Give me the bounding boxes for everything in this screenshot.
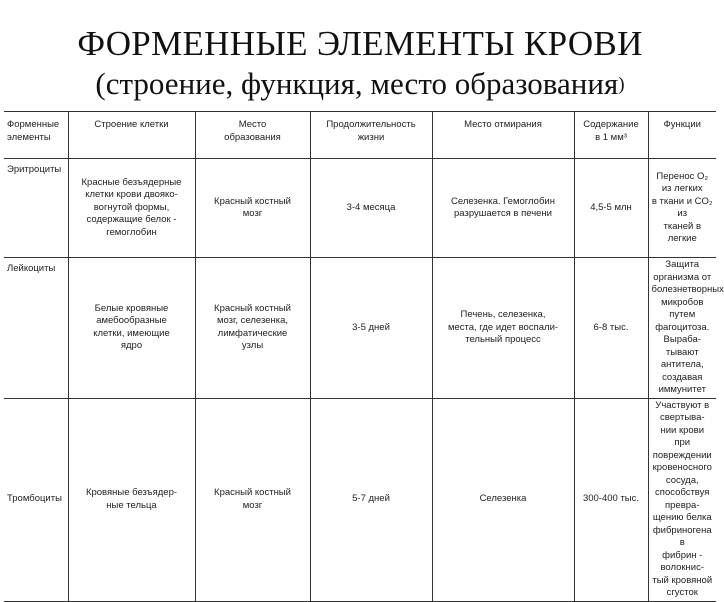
page-title: ФОРМЕННЫЕ ЭЛЕМЕНТЫ КРОВИ — [77, 24, 643, 63]
table-cell: 6-8 тыс. — [574, 258, 648, 399]
table-row — [4, 398, 716, 601]
table-cell: Красный костный мозг — [195, 159, 310, 258]
table-cell: Тромбоциты — [4, 398, 68, 601]
table-cell: Красные безъядерные клетки крови двояко- вогнутой формы, содержащие белок - гемоглобин — [68, 159, 195, 258]
table-cell: Белые кровяные амебообразные клетки, имеющие ядро — [68, 258, 195, 399]
table-cell: Кровяные безъядер- ные тельца — [68, 398, 195, 601]
table-cell: Эритроциты — [4, 159, 68, 258]
table-cell: 4,5-5 млн — [574, 159, 648, 258]
blood-cells-table — [4, 111, 724, 602]
table-cell: Красный костный мозг — [195, 398, 310, 601]
table-cell: Селезенка — [432, 398, 574, 601]
header-cell: Продолжительность жизни — [310, 112, 432, 159]
table-cell: 300-400 тыс. — [574, 398, 648, 601]
header-cell: Место образования — [195, 112, 310, 159]
table-cell: Селезенка. Гемоглобин разрушается в печени — [432, 159, 574, 258]
table-row — [4, 258, 716, 399]
table-cell: Защита организма от болезнетворных микробов путем фагоцитоза. Выраба- тывают антитела, создавая иммунитет — [648, 258, 716, 399]
table-row — [4, 159, 716, 258]
header-cell: Место отмирания — [432, 112, 574, 159]
table-cell: Лейкоциты — [4, 258, 68, 399]
table-cell: Участвуют в свертыва- нии крови при повреждении кровеносного сосуда, способствуя превра- щению белка фибриногена в фибрин - волокнис- тый кровяной сгусток — [648, 398, 716, 601]
table-cell: Красный костный мозг, селезенка, лимфатические узлы — [195, 258, 310, 399]
page-subtitle — [0, 66, 720, 102]
table-cell: Перенос O₂ из легких в ткани и CO₂ из тканей в легкие — [648, 159, 716, 258]
table-cell: 3-4 месяца — [310, 159, 432, 258]
table-cell: Печень, селезенка, места, где идет воспали- тельный процесс — [432, 258, 574, 399]
table-header-row — [4, 112, 716, 159]
subtitle-closing-paren: ) — [618, 74, 625, 95]
header-cell: Функции — [648, 112, 716, 159]
subtitle-text: (строение, функция, место образования — [95, 66, 619, 101]
table-cell: 3-5 дней — [310, 258, 432, 399]
header-cell: Содержание в 1 мм³ — [574, 112, 648, 159]
header-cell: Строение клетки — [68, 112, 195, 159]
header-cell: Форменные элементы — [4, 112, 68, 159]
table-cell: 5-7 дней — [310, 398, 432, 601]
